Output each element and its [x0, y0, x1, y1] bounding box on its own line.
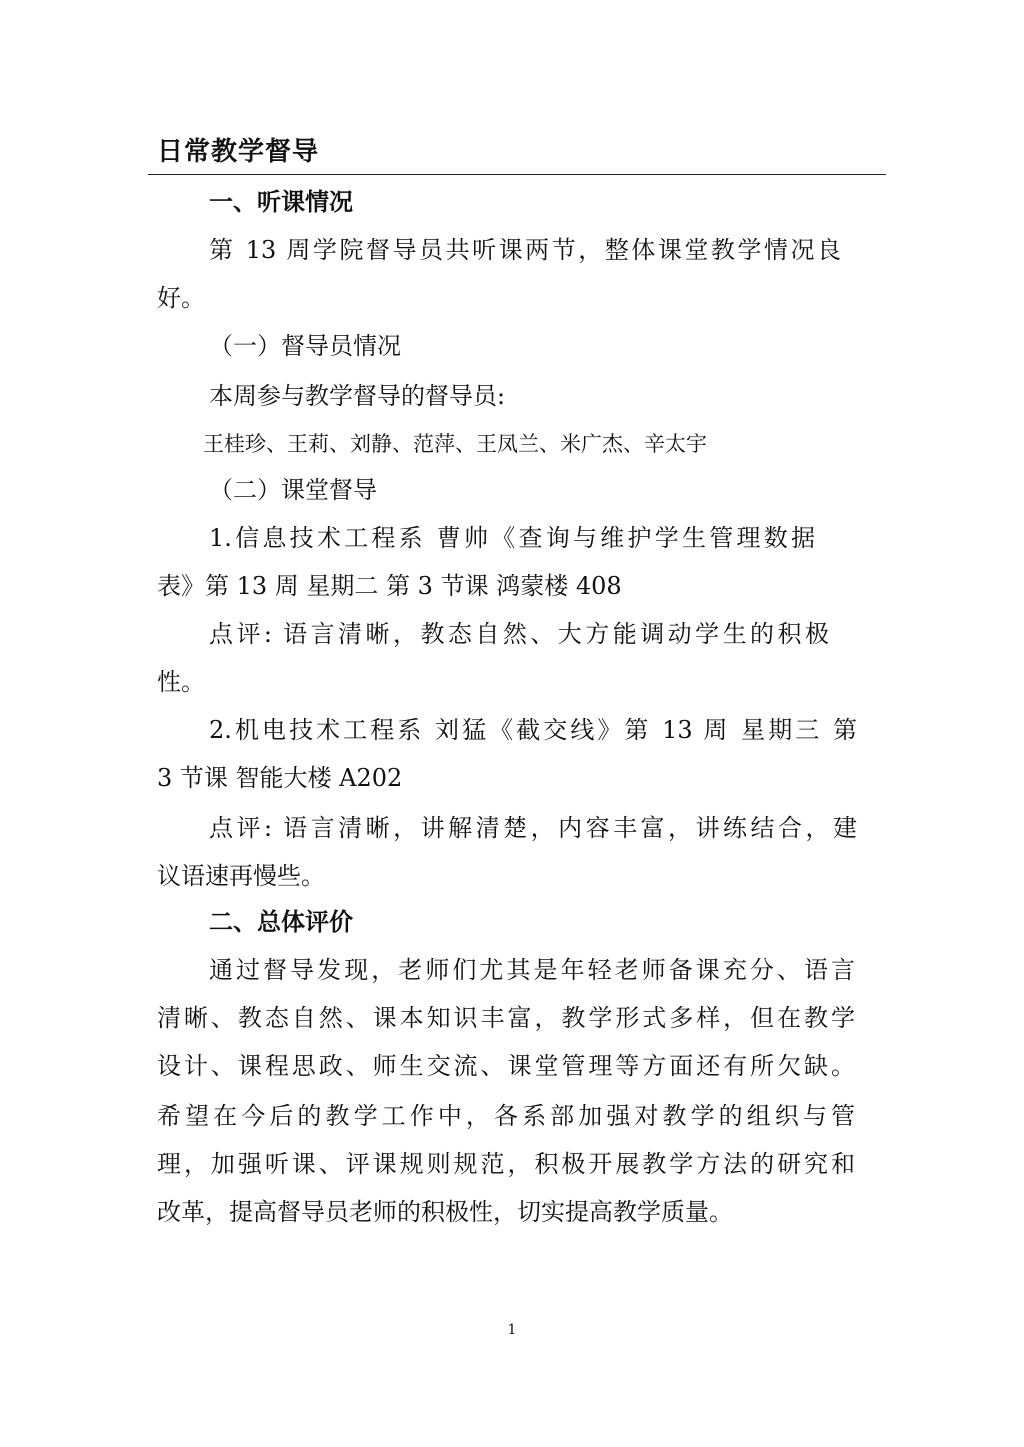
section2-body-line-3: 设计、课程思政、师生交流、课堂管理等方面还有所欠缺。	[157, 1052, 855, 1080]
course-1-review-line-1: 点评: 语言清晰，教态自然、大方能调动学生的积极	[209, 620, 829, 648]
section1-intro-line-2: 好。	[157, 284, 205, 312]
course-1-review-line-2: 性。	[157, 668, 205, 696]
course-2-review-line-1: 点评: 语言清晰，讲解清楚，内容丰富，讲练结合，建	[209, 814, 857, 842]
course-2-line-2: 3 节课 智能大楼 A202	[157, 764, 403, 792]
sub2-heading: （二）课堂督导	[209, 476, 377, 504]
section1-intro-line-1: 第 13 周学院督导员共听课两节，整体课堂教学情况良	[209, 236, 841, 264]
title-underline	[148, 174, 886, 175]
section2-heading: 二、总体评价	[209, 908, 353, 936]
course-2-review-line-2: 议语速再慢些。	[157, 862, 325, 890]
section2-body-line-1: 通过督导发现，老师们尤其是年轻老师备课充分、语言	[209, 956, 855, 984]
supervisor-names: 王桂珍、王莉、刘静、范萍、王凤兰、米广杰、辛太宇	[203, 432, 707, 456]
section2-body-line-2: 清晰、教态自然、课本知识丰富，教学形式多样，但在教学	[157, 1004, 855, 1032]
section2-body-line-4: 希望在今后的教学工作中，各系部加强对教学的组织与管	[157, 1102, 855, 1130]
course-1-line-1: 1.信息技术工程系 曹帅《查询与维护学生管理数据	[209, 524, 815, 552]
document-title: 日常教学督导	[157, 137, 320, 167]
section2-body-line-6: 改革，提高督导员老师的积极性，切实提高教学质量。	[157, 1198, 733, 1226]
section1-heading: 一、听课情况	[209, 188, 353, 216]
section2-body-line-5: 理，加强听课、评课规则规范，积极开展教学方法的研究和	[157, 1150, 855, 1178]
course-1-line-2: 表》第 13 周 星期二 第 3 节课 鸿蒙楼 408	[157, 572, 622, 600]
sub1-heading: （一）督导员情况	[209, 332, 401, 360]
course-2-line-1: 2.机电技术工程系 刘猛《截交线》第 13 周 星期三 第	[209, 716, 857, 744]
page-number: 1	[507, 1322, 517, 1338]
sub1-lead: 本周参与教学督导的督导员:	[209, 382, 506, 410]
